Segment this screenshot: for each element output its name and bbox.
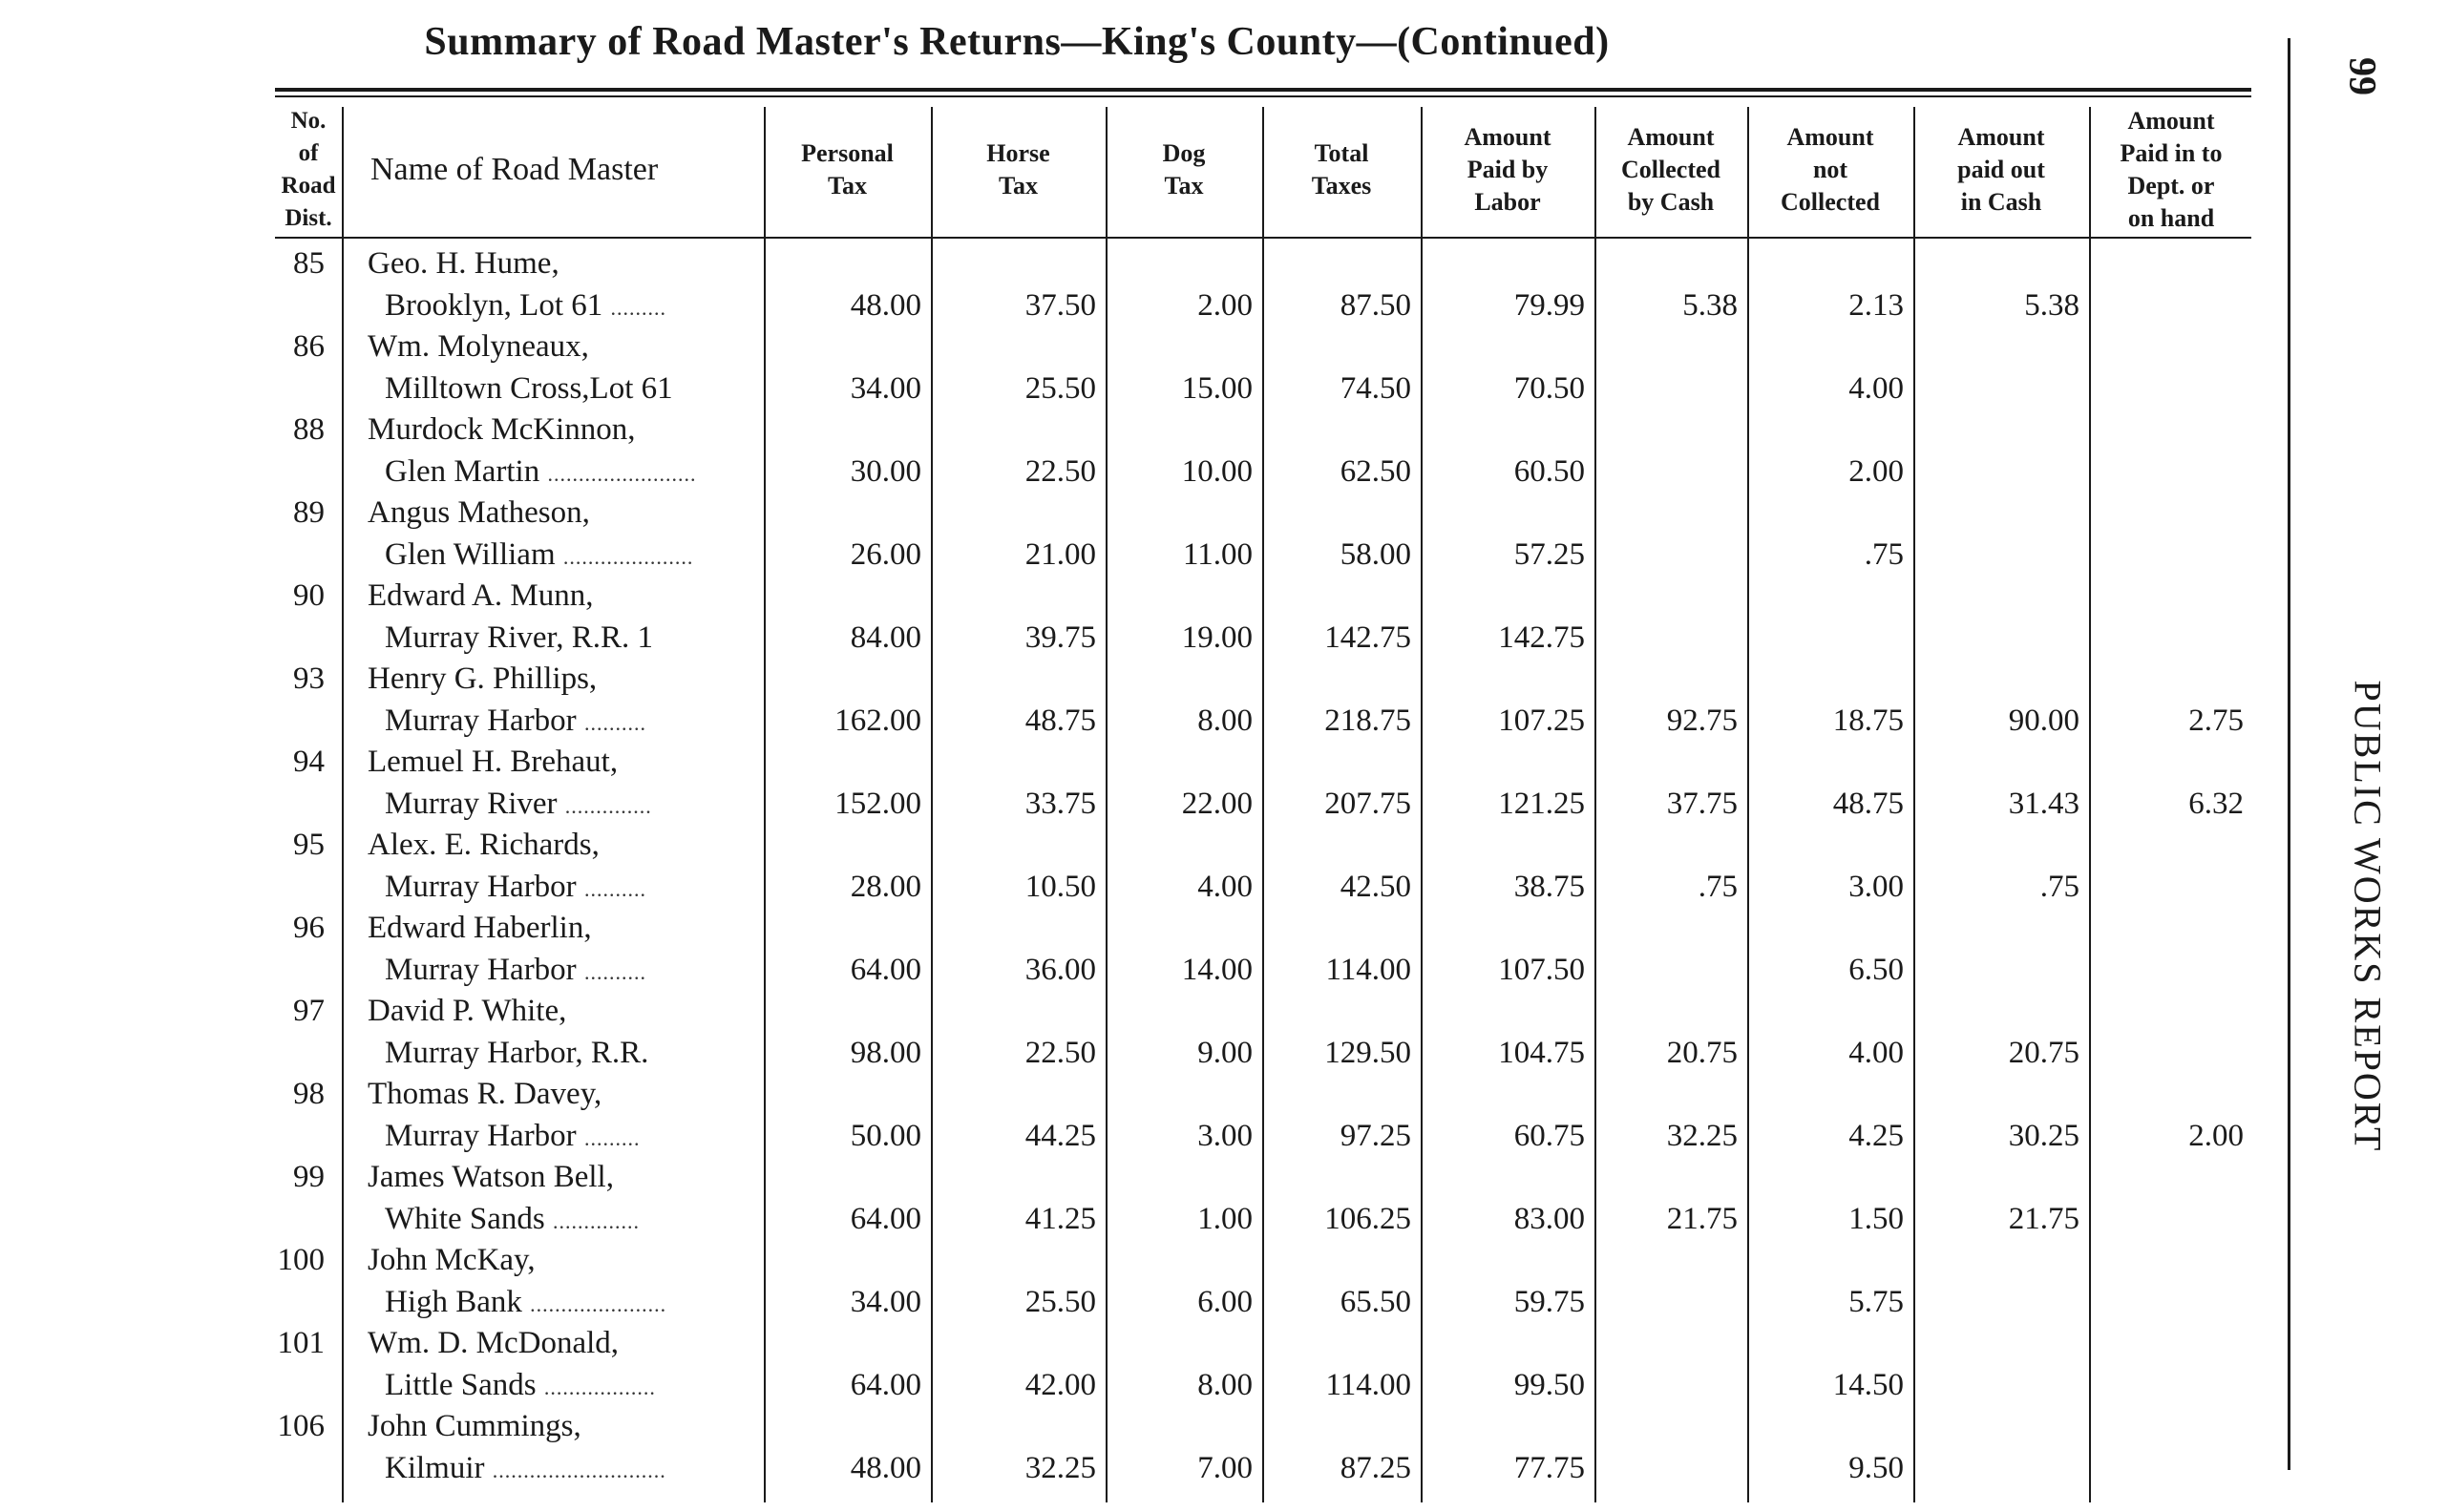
road-district-number: 86 bbox=[293, 329, 325, 364]
cell-total: 129.50 bbox=[1324, 1036, 1411, 1070]
cell-horse: 44.25 bbox=[1024, 1119, 1096, 1153]
table-row bbox=[0, 1160, 2291, 1243]
cell-personal: 48.00 bbox=[850, 1451, 921, 1485]
road-master-location bbox=[385, 1368, 656, 1403]
location-text: White Sands bbox=[385, 1202, 545, 1236]
cell-personal: 98.00 bbox=[850, 1036, 921, 1070]
cell-notcoll: 2.13 bbox=[1848, 288, 1904, 323]
location-text: Murray Harbor, R.R. bbox=[385, 1036, 649, 1070]
road-district-number: 106 bbox=[277, 1409, 325, 1443]
column-header-name: Name of Road Master bbox=[370, 152, 659, 187]
road-master-name: Murdock McKinnon, bbox=[368, 412, 636, 447]
cell-notcoll: 4.25 bbox=[1848, 1119, 1904, 1153]
road-master-location bbox=[385, 1451, 666, 1486]
cell-cash: 21.75 bbox=[1666, 1202, 1738, 1236]
road-master-location bbox=[385, 953, 646, 988]
cell-dog: 10.00 bbox=[1181, 454, 1253, 489]
location-text: Murray Harbor bbox=[385, 704, 577, 738]
road-district-number: 88 bbox=[293, 412, 325, 447]
road-district-number: 99 bbox=[293, 1160, 325, 1194]
leader-dots: ..................... bbox=[562, 545, 694, 569]
road-master-location bbox=[385, 870, 646, 905]
column-header-labor: Amount Paid by Labor bbox=[1464, 123, 1551, 216]
cell-horse: 39.75 bbox=[1024, 620, 1096, 655]
cell-notcoll: 3.00 bbox=[1848, 870, 1904, 904]
cell-labor: 83.00 bbox=[1513, 1202, 1585, 1236]
cell-labor: 142.75 bbox=[1498, 620, 1585, 655]
cell-labor: 57.25 bbox=[1513, 537, 1585, 572]
cell-horse: 22.50 bbox=[1024, 454, 1096, 489]
road-master-name: Angus Matheson, bbox=[368, 495, 590, 530]
cell-personal: 26.00 bbox=[850, 537, 921, 572]
road-master-name: Wm. Molyneaux, bbox=[368, 329, 589, 364]
cell-dog: 15.00 bbox=[1181, 371, 1253, 406]
cell-total: 207.75 bbox=[1324, 787, 1411, 821]
location-text: Brooklyn, Lot 61 bbox=[385, 288, 603, 323]
cell-horse: 41.25 bbox=[1024, 1202, 1096, 1236]
cell-dog: 19.00 bbox=[1181, 620, 1253, 655]
cell-labor: 77.75 bbox=[1513, 1451, 1585, 1485]
cell-personal: 48.00 bbox=[850, 288, 921, 323]
cell-total: 218.75 bbox=[1324, 704, 1411, 738]
cell-notcoll: 6.50 bbox=[1848, 953, 1904, 987]
location-text: Kilmuir bbox=[385, 1451, 485, 1485]
leader-dots: ...................... bbox=[530, 1292, 667, 1316]
cell-cash: 92.75 bbox=[1666, 704, 1738, 738]
road-master-name: John Cummings, bbox=[368, 1409, 581, 1443]
margin-rule bbox=[2288, 38, 2290, 1470]
cell-dog: 7.00 bbox=[1197, 1451, 1253, 1485]
road-master-name: Geo. H. Hume, bbox=[368, 246, 559, 281]
column-header-horse: Horse Tax bbox=[986, 139, 1050, 200]
cell-total: 58.00 bbox=[1340, 537, 1411, 572]
cell-cash: 20.75 bbox=[1666, 1036, 1738, 1070]
column-header-notcoll: Amount not Collected bbox=[1781, 123, 1880, 216]
road-master-location bbox=[385, 787, 652, 822]
cell-notcoll: 1.50 bbox=[1848, 1202, 1904, 1236]
cell-dog: 8.00 bbox=[1197, 1368, 1253, 1402]
road-master-name: Henry G. Phillips, bbox=[368, 662, 598, 696]
title-rule-thick bbox=[275, 88, 2251, 92]
road-master-location bbox=[385, 1285, 666, 1320]
table-row bbox=[0, 578, 2291, 662]
cell-paidout: 20.75 bbox=[2008, 1036, 2079, 1070]
cell-total: 74.50 bbox=[1340, 371, 1411, 406]
road-master-location bbox=[385, 288, 666, 324]
table-row bbox=[0, 911, 2291, 994]
column-header-cash: Amount Collected by Cash bbox=[1621, 123, 1720, 216]
cell-paidout: 5.38 bbox=[2024, 288, 2079, 323]
title-rule-thin bbox=[275, 95, 2251, 97]
location-text: Murray Harbor bbox=[385, 870, 577, 904]
page-number bbox=[2315, 38, 2411, 115]
road-master-location bbox=[385, 1119, 640, 1154]
table-row bbox=[0, 329, 2291, 412]
cell-horse: 25.50 bbox=[1024, 1285, 1096, 1319]
road-district-number: 93 bbox=[293, 662, 325, 696]
cell-cash: 5.38 bbox=[1682, 288, 1738, 323]
cell-dept: 6.32 bbox=[2188, 787, 2244, 821]
cell-cash: 32.25 bbox=[1666, 1119, 1738, 1153]
leader-dots: ......... bbox=[610, 296, 666, 320]
cell-dog: 6.00 bbox=[1197, 1285, 1253, 1319]
cell-labor: 107.50 bbox=[1498, 953, 1585, 987]
cell-horse: 36.00 bbox=[1024, 953, 1096, 987]
cell-total: 62.50 bbox=[1340, 454, 1411, 489]
cell-dept: 2.00 bbox=[2188, 1119, 2244, 1153]
cell-dog: 2.00 bbox=[1197, 288, 1253, 323]
road-master-name: Edward A. Munn, bbox=[368, 578, 594, 613]
leader-dots: .......... bbox=[583, 877, 646, 901]
cell-notcoll: 14.50 bbox=[1832, 1368, 1904, 1402]
column-header-dist: No. of Road Dist. bbox=[281, 108, 336, 231]
table-row bbox=[0, 1077, 2291, 1160]
road-district-number: 97 bbox=[293, 994, 325, 1028]
location-text: Murray Harbor bbox=[385, 953, 577, 987]
road-district-number: 89 bbox=[293, 495, 325, 530]
cell-notcoll: 5.75 bbox=[1848, 1285, 1904, 1319]
column-header-total: Total Taxes bbox=[1311, 139, 1372, 200]
cell-labor: 79.99 bbox=[1513, 288, 1585, 323]
cell-personal: 64.00 bbox=[850, 1368, 921, 1402]
cell-notcoll: 4.00 bbox=[1848, 1036, 1904, 1070]
location-text: Murray River bbox=[385, 787, 558, 821]
table-row bbox=[0, 662, 2291, 745]
cell-labor: 70.50 bbox=[1513, 371, 1585, 406]
road-district-number: 98 bbox=[293, 1077, 325, 1111]
cell-labor: 121.25 bbox=[1498, 787, 1585, 821]
location-text: High Bank bbox=[385, 1285, 522, 1319]
road-district-number: 101 bbox=[277, 1326, 325, 1360]
road-master-location bbox=[385, 537, 693, 573]
cell-notcoll: 9.50 bbox=[1848, 1451, 1904, 1485]
cell-dog: 14.00 bbox=[1181, 953, 1253, 987]
cell-horse: 22.50 bbox=[1024, 1036, 1096, 1070]
table-row bbox=[0, 1326, 2291, 1409]
cell-horse: 48.75 bbox=[1024, 704, 1096, 738]
road-master-name: Thomas R. Davey, bbox=[368, 1077, 602, 1111]
page-number-text: 99 bbox=[2341, 57, 2385, 95]
cell-total: 87.25 bbox=[1340, 1451, 1411, 1485]
road-master-name: Wm. D. McDonald, bbox=[368, 1326, 620, 1360]
cell-personal: 34.00 bbox=[850, 371, 921, 406]
cell-personal: 34.00 bbox=[850, 1285, 921, 1319]
cell-dog: 3.00 bbox=[1197, 1119, 1253, 1153]
column-header-paidout: Amount paid out in Cash bbox=[1957, 123, 2045, 216]
cell-horse: 25.50 bbox=[1024, 371, 1096, 406]
leader-dots: ............................ bbox=[492, 1459, 666, 1482]
road-master-name: Alex. E. Richards, bbox=[368, 828, 600, 862]
road-district-number: 90 bbox=[293, 578, 325, 613]
table-row bbox=[0, 994, 2291, 1077]
cell-dog: 1.00 bbox=[1197, 1202, 1253, 1236]
cell-personal: 84.00 bbox=[850, 620, 921, 655]
cell-dog: 8.00 bbox=[1197, 704, 1253, 738]
location-text: Little Sands bbox=[385, 1368, 537, 1402]
road-master-name: John McKay, bbox=[368, 1243, 536, 1277]
road-district-number: 94 bbox=[293, 745, 325, 779]
cell-horse: 21.00 bbox=[1024, 537, 1096, 572]
road-district-number: 100 bbox=[277, 1243, 325, 1277]
cell-total: 142.75 bbox=[1324, 620, 1411, 655]
road-master-name: David P. White, bbox=[368, 994, 567, 1028]
cell-horse: 32.25 bbox=[1024, 1451, 1096, 1485]
cell-labor: 107.25 bbox=[1498, 704, 1585, 738]
cell-horse: 33.75 bbox=[1024, 787, 1096, 821]
road-master-name: James Watson Bell, bbox=[368, 1160, 614, 1194]
cell-cash: .75 bbox=[1698, 870, 1738, 904]
cell-paidout: 30.25 bbox=[2008, 1119, 2079, 1153]
cell-paidout: 21.75 bbox=[2008, 1202, 2079, 1236]
table-row bbox=[0, 412, 2291, 495]
cell-total: 42.50 bbox=[1340, 870, 1411, 904]
leader-dots: ........................ bbox=[547, 462, 697, 486]
cell-dept: 2.75 bbox=[2188, 704, 2244, 738]
road-master-name: Lemuel H. Brehaut, bbox=[368, 745, 619, 779]
road-master-location bbox=[385, 1036, 648, 1071]
cell-dog: 9.00 bbox=[1197, 1036, 1253, 1070]
road-master-location bbox=[385, 1202, 640, 1237]
cell-paidout: .75 bbox=[2039, 870, 2079, 904]
leader-dots: ......... bbox=[583, 1126, 641, 1150]
cell-total: 65.50 bbox=[1340, 1285, 1411, 1319]
column-header-dept: Amount Paid in to Dept. or on hand bbox=[2120, 107, 2223, 232]
cell-personal: 152.00 bbox=[834, 787, 921, 821]
cell-notcoll: 48.75 bbox=[1832, 787, 1904, 821]
cell-personal: 50.00 bbox=[850, 1119, 921, 1153]
cell-horse: 42.00 bbox=[1024, 1368, 1096, 1402]
road-master-name: Edward Haberlin, bbox=[368, 911, 592, 945]
cell-notcoll: 2.00 bbox=[1848, 454, 1904, 489]
cell-dog: 11.00 bbox=[1182, 537, 1253, 572]
cell-dog: 22.00 bbox=[1181, 787, 1253, 821]
leader-dots: .............. bbox=[552, 1209, 640, 1233]
column-header-personal: Personal Tax bbox=[801, 139, 894, 200]
running-head bbox=[2301, 487, 2435, 1346]
cell-labor: 104.75 bbox=[1498, 1036, 1585, 1070]
cell-notcoll: 18.75 bbox=[1832, 704, 1904, 738]
location-text: Murray Harbor bbox=[385, 1119, 577, 1153]
cell-personal: 64.00 bbox=[850, 953, 921, 987]
road-master-location bbox=[385, 371, 673, 407]
road-master-location bbox=[385, 704, 646, 739]
cell-labor: 60.50 bbox=[1513, 454, 1585, 489]
table-row bbox=[0, 745, 2291, 828]
cell-cash: 37.75 bbox=[1666, 787, 1738, 821]
cell-paidout: 90.00 bbox=[2008, 704, 2079, 738]
location-text: Glen William bbox=[385, 537, 556, 572]
leader-dots: .................. bbox=[543, 1376, 656, 1399]
table-row bbox=[0, 828, 2291, 911]
road-master-location bbox=[385, 454, 696, 490]
table-row bbox=[0, 1243, 2291, 1326]
cell-notcoll: 4.00 bbox=[1848, 371, 1904, 406]
cell-total: 87.50 bbox=[1340, 288, 1411, 323]
cell-total: 97.25 bbox=[1340, 1119, 1411, 1153]
table-row bbox=[0, 246, 2291, 329]
cell-total: 114.00 bbox=[1325, 1368, 1411, 1402]
cell-personal: 28.00 bbox=[850, 870, 921, 904]
cell-paidout: 31.43 bbox=[2008, 787, 2079, 821]
road-district-number: 95 bbox=[293, 828, 325, 862]
cell-horse: 37.50 bbox=[1024, 288, 1096, 323]
cell-total: 106.25 bbox=[1324, 1202, 1411, 1236]
cell-labor: 38.75 bbox=[1513, 870, 1585, 904]
road-district-number: 85 bbox=[293, 246, 325, 281]
location-text: Murray River, R.R. 1 bbox=[385, 620, 653, 655]
table-row bbox=[0, 1409, 2291, 1492]
road-master-location bbox=[385, 620, 653, 656]
page-title: Summary of Road Master's Returns—King's County—(Continued) bbox=[424, 20, 1610, 64]
cell-labor: 60.75 bbox=[1513, 1119, 1585, 1153]
cell-horse: 10.50 bbox=[1024, 870, 1096, 904]
cell-personal: 162.00 bbox=[834, 704, 921, 738]
running-head-text: PUBLIC WORKS REPORT bbox=[2346, 680, 2390, 1153]
table-row bbox=[0, 495, 2291, 578]
cell-labor: 59.75 bbox=[1513, 1285, 1585, 1319]
location-text: Milltown Cross,Lot 61 bbox=[385, 371, 673, 406]
leader-dots: .......... bbox=[583, 960, 646, 984]
road-district-number: 96 bbox=[293, 911, 325, 945]
cell-personal: 30.00 bbox=[850, 454, 921, 489]
location-text: Glen Martin bbox=[385, 454, 540, 489]
leader-dots: .............. bbox=[564, 794, 652, 818]
cell-notcoll: .75 bbox=[1864, 537, 1904, 572]
cell-personal: 64.00 bbox=[850, 1202, 921, 1236]
cell-labor: 99.50 bbox=[1513, 1368, 1585, 1402]
cell-dog: 4.00 bbox=[1197, 870, 1253, 904]
column-header-dog: Dog Tax bbox=[1162, 139, 1206, 200]
leader-dots: .......... bbox=[583, 711, 646, 735]
cell-total: 114.00 bbox=[1325, 953, 1411, 987]
